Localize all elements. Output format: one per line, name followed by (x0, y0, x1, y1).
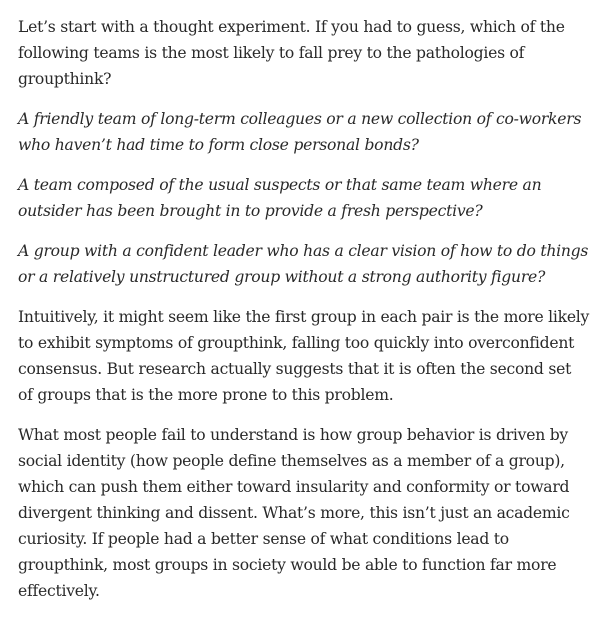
question-paragraph-3: A group with a confident leader who has a clear vision of how to do things or a relatively unstructured group without a strong authority figure? (18, 242, 589, 286)
intuition-paragraph: Intuitively, it might seem like the first group in each pair is the more likely to exhibit symptoms of groupthink, falling too quickly into overconfident consensus. But research actually suggests that it is often the second set of groups that is the more prone to this problem. (18, 308, 590, 404)
question-paragraph-1: A friendly team of long-term colleagues or a new collection of co-workers who haven’t had time to form close personal bonds? (18, 110, 582, 154)
social-identity-paragraph: What most people fail to understand is how group behavior is driven by social identity (how people define themselves as a member of a group), which can push them either toward insularity and conformity or toward divergent thinking and dissent. What’s more, this isn’t just an academic curiosity. If people had a better sense of what conditions lead to groupthink, most groups in society would be able to function far more effectively. (18, 426, 570, 600)
question-paragraph-2: A team composed of the usual suspects or that same team where an outsider has been brought in to provide a fresh perspective? (18, 176, 542, 220)
intro-paragraph: Let’s start with a thought experiment. If you had to guess, which of the following teams is the most likely to fall prey to the pathologies of groupthink? (18, 18, 565, 88)
